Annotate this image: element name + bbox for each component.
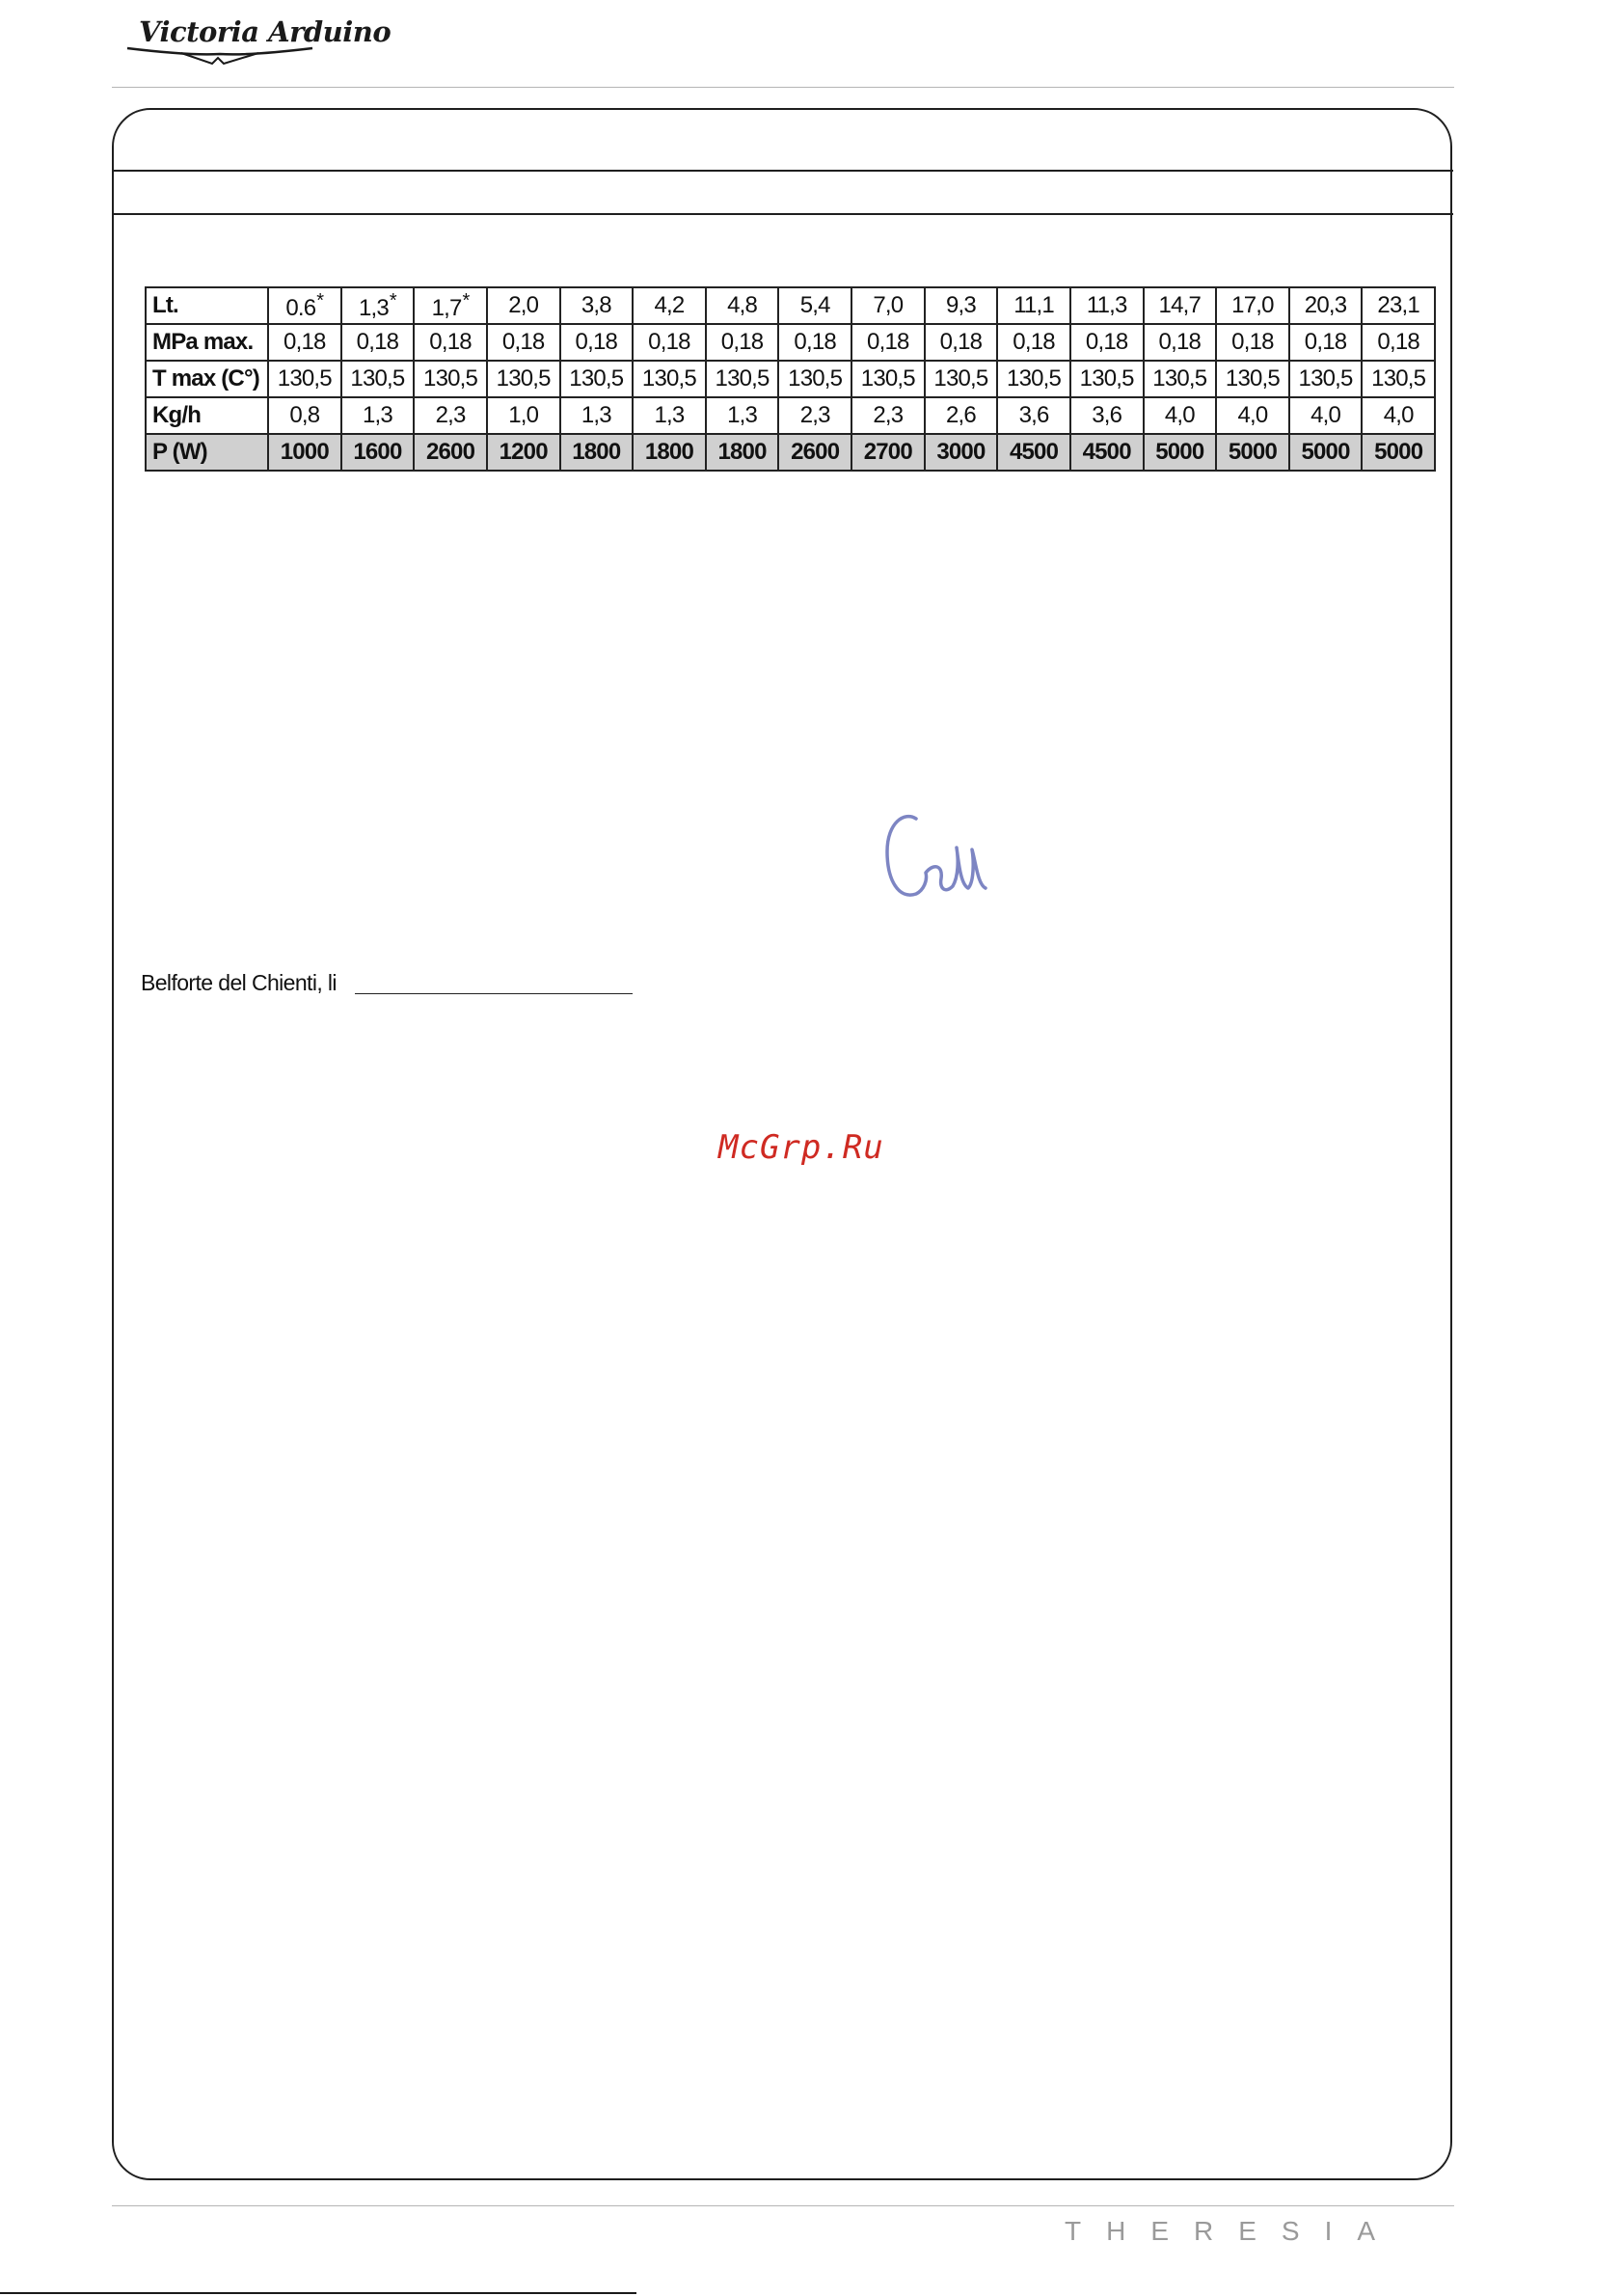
- cell-value: 2,3: [435, 402, 466, 428]
- cell-value: 5000: [1228, 439, 1278, 465]
- cell-value: 7,0: [873, 292, 904, 318]
- table-cell: [997, 324, 1070, 361]
- table-cell: [414, 287, 487, 324]
- cell-value: 0,18: [1304, 329, 1347, 355]
- cell-value: 1,3: [654, 402, 685, 428]
- logo-text: Victoria Arduino: [139, 15, 392, 48]
- table-cell: [851, 361, 925, 397]
- table-cell: [1070, 324, 1144, 361]
- table-cell: [997, 434, 1070, 471]
- cell-value: 1,3: [727, 402, 758, 428]
- cell-value: 0,18: [648, 329, 690, 355]
- cell-value: 0,18: [501, 329, 545, 355]
- cell-value: 0,18: [1158, 329, 1202, 355]
- cell-value: 11,3: [1086, 292, 1127, 318]
- table-cell: [560, 434, 634, 471]
- table-cell: [414, 434, 487, 471]
- table-cell: [706, 397, 779, 434]
- cell-value: 14,7: [1158, 292, 1202, 318]
- cell-value: 0,18: [939, 329, 983, 355]
- cell-value: 1,0: [508, 402, 539, 428]
- table-cell: [414, 324, 487, 361]
- cell-value: 1,3: [581, 402, 611, 428]
- table-cell: [1144, 361, 1217, 397]
- spec-table: [145, 286, 1436, 472]
- table-cell: [341, 324, 415, 361]
- table-cell: [487, 324, 560, 361]
- table-cell: [268, 287, 341, 324]
- table-cell: [1289, 324, 1363, 361]
- table-cell: [1289, 434, 1363, 471]
- place-date-label: Belforte del Chienti, li: [141, 970, 337, 995]
- table-cell: [851, 324, 925, 361]
- cell-value: 5000: [1374, 439, 1423, 465]
- table-cell: [1362, 361, 1435, 397]
- table-cell: [268, 324, 341, 361]
- watermark: McGrp.Ru: [718, 1128, 884, 1167]
- table-cell: [706, 361, 779, 397]
- table-cell: [633, 397, 706, 434]
- row-header-power: P (W): [146, 434, 268, 471]
- cell-value: 1800: [717, 439, 767, 465]
- table-cell: [1144, 287, 1217, 324]
- table-cell: [633, 287, 706, 324]
- table-cell: [1289, 287, 1363, 324]
- cell-value: 4,2: [654, 292, 685, 318]
- cell-value: 4,0: [1237, 402, 1268, 428]
- cell-value: 9,3: [945, 292, 976, 318]
- cell-value: 0,8: [289, 402, 320, 428]
- cell-value: 1600: [353, 439, 402, 465]
- cell-value: 3000: [936, 439, 986, 465]
- table-cell: [851, 434, 925, 471]
- page-cut-line: [0, 2292, 636, 2294]
- cell-value: 0,18: [1231, 329, 1274, 355]
- cell-value: 0.6: [285, 294, 316, 321]
- table-cell: [706, 287, 779, 324]
- table-cell: [560, 287, 634, 324]
- cell-value: 130,5: [569, 365, 624, 392]
- table-cell: [1216, 287, 1289, 324]
- footer-rule: [112, 2205, 1454, 2206]
- row-header-kgh: Kg/h: [146, 397, 268, 434]
- cell-value: 4,8: [727, 292, 758, 318]
- cell-value: 17,0: [1231, 292, 1274, 318]
- cell-value: 2,3: [873, 402, 904, 428]
- cell-value: 1200: [499, 439, 548, 465]
- cell-value: 4500: [1009, 439, 1059, 465]
- cell-value: 130,5: [1152, 365, 1207, 392]
- cell-value: 130,5: [1079, 365, 1134, 392]
- cell-value: 1,3: [358, 294, 389, 321]
- table-cell: [997, 287, 1070, 324]
- table-cell: [487, 434, 560, 471]
- table-row: [146, 287, 1435, 324]
- table-row: [146, 324, 1435, 361]
- table-cell: [851, 287, 925, 324]
- cell-value: 1800: [644, 439, 694, 465]
- table-row: [146, 397, 1435, 434]
- table-cell: [1070, 287, 1144, 324]
- cell-value: 1000: [280, 439, 329, 465]
- cell-value: 130,5: [277, 365, 332, 392]
- cell-value: 2700: [863, 439, 912, 465]
- cell-value: 5000: [1155, 439, 1204, 465]
- cell-value: 130,5: [1298, 365, 1353, 392]
- table-cell: [1144, 397, 1217, 434]
- table-cell: [487, 287, 560, 324]
- cell-value: 5000: [1301, 439, 1350, 465]
- cell-value: 23,1: [1377, 292, 1419, 318]
- table-cell: [778, 324, 851, 361]
- table-cell: [1362, 397, 1435, 434]
- table-cell: [1216, 361, 1289, 397]
- table-cell: [633, 361, 706, 397]
- cell-value: 4500: [1082, 439, 1131, 465]
- table-cell: [925, 324, 998, 361]
- table-cell: [925, 434, 998, 471]
- table-cell: [778, 361, 851, 397]
- table-cell: [633, 324, 706, 361]
- table-cell: [1216, 397, 1289, 434]
- cell-value: 130,5: [860, 365, 915, 392]
- cell-value: 0,18: [720, 329, 764, 355]
- table-cell: [1070, 361, 1144, 397]
- table-cell: [341, 361, 415, 397]
- table-cell: [560, 361, 634, 397]
- cell-value: 3,6: [1092, 402, 1122, 428]
- cell-value: 2600: [425, 439, 475, 465]
- table-cell: [851, 397, 925, 434]
- table-cell: [1362, 434, 1435, 471]
- table-cell: [1289, 361, 1363, 397]
- table-cell: [414, 397, 487, 434]
- asterisk-mark: *: [462, 289, 470, 311]
- cell-value: 0,18: [429, 329, 472, 355]
- cell-value: 4,0: [1383, 402, 1414, 428]
- row-header-lt: Lt.: [146, 287, 268, 324]
- table-cell: [1144, 324, 1217, 361]
- cell-value: 0,18: [1013, 329, 1055, 355]
- cell-value: 1800: [572, 439, 621, 465]
- cell-value: 130,5: [496, 365, 551, 392]
- cell-value: 11,1: [1013, 292, 1054, 318]
- table-cell: [778, 397, 851, 434]
- cell-value: 5,4: [799, 292, 830, 318]
- cell-value: 0,18: [575, 329, 618, 355]
- table-cell: [1289, 397, 1363, 434]
- asterisk-mark: *: [389, 289, 396, 311]
- table-cell: [633, 434, 706, 471]
- table-row: [146, 434, 1435, 471]
- table-cell: [487, 361, 560, 397]
- cell-value: 3,6: [1018, 402, 1049, 428]
- cell-value: 130,5: [788, 365, 843, 392]
- cell-value: 0,18: [1085, 329, 1128, 355]
- cell-value: 0,18: [1377, 329, 1419, 355]
- cell-value: 130,5: [641, 365, 696, 392]
- table-cell: [1362, 287, 1435, 324]
- table-cell: [414, 361, 487, 397]
- table-cell: [560, 324, 634, 361]
- cell-value: 130,5: [350, 365, 405, 392]
- cell-value: 4,0: [1310, 402, 1341, 428]
- table-cell: [778, 434, 851, 471]
- table-cell: [1362, 324, 1435, 361]
- cell-value: 4,0: [1164, 402, 1195, 428]
- cell-value: 0,18: [284, 329, 326, 355]
- row-header-tmax: T max (C°): [146, 361, 268, 397]
- table-cell: [268, 361, 341, 397]
- cell-value: 0,18: [356, 329, 399, 355]
- date-signature-line: [355, 993, 633, 994]
- table-cell: [1216, 324, 1289, 361]
- cell-value: 2,3: [799, 402, 830, 428]
- table-cell: [778, 287, 851, 324]
- table-cell: [487, 397, 560, 434]
- header-rule: [112, 87, 1454, 88]
- table-cell: [1216, 434, 1289, 471]
- table-cell: [268, 397, 341, 434]
- cell-value: 130,5: [1371, 365, 1426, 392]
- cell-value: 130,5: [1225, 365, 1280, 392]
- victoria-arduino-logo: [123, 14, 392, 73]
- table-row: [146, 361, 1435, 397]
- asterisk-mark: *: [316, 289, 324, 311]
- cell-value: 2600: [791, 439, 840, 465]
- brand-name: THERESIA: [1065, 2216, 1401, 2246]
- cell-value: 1,3: [362, 402, 392, 428]
- table-cell: [997, 397, 1070, 434]
- cell-value: 0,18: [794, 329, 836, 355]
- table-cell: [925, 397, 998, 434]
- cell-value: 2,0: [508, 292, 539, 318]
- table-cell: [560, 397, 634, 434]
- cell-value: 20,3: [1304, 292, 1347, 318]
- title-band-line-bottom: [112, 213, 1453, 215]
- cell-value: 130,5: [423, 365, 478, 392]
- cell-value: 2,6: [945, 402, 976, 428]
- cell-value: 130,5: [715, 365, 770, 392]
- table-cell: [1070, 397, 1144, 434]
- table-cell: [997, 361, 1070, 397]
- table-cell: [925, 361, 998, 397]
- cell-value: 130,5: [1007, 365, 1062, 392]
- cell-value: 3,8: [581, 292, 611, 318]
- cell-value: 1,7: [431, 294, 462, 321]
- cell-value: 130,5: [933, 365, 988, 392]
- cell-value: 0,18: [867, 329, 909, 355]
- table-cell: [1144, 434, 1217, 471]
- table-cell: [1070, 434, 1144, 471]
- table-cell: [706, 434, 779, 471]
- table-cell: [706, 324, 779, 361]
- table-cell: [268, 434, 341, 471]
- table-cell: [341, 434, 415, 471]
- table-cell: [341, 287, 415, 324]
- row-header-mpa: MPa max.: [146, 324, 268, 361]
- handwritten-signature: [878, 805, 1022, 926]
- table-cell: [925, 287, 998, 324]
- table-cell: [341, 397, 415, 434]
- title-band-line-top: [112, 170, 1453, 172]
